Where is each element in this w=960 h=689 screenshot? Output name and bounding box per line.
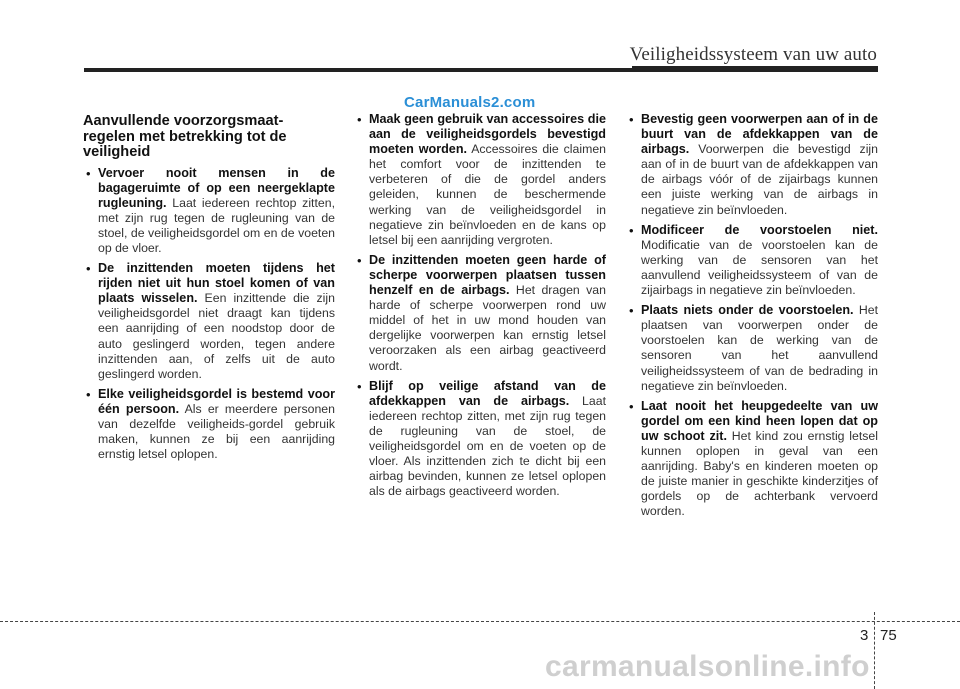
- page-number: 75: [880, 627, 897, 644]
- list-item: [83, 261, 335, 382]
- header-rule: [84, 68, 878, 72]
- item-body: Als er meerdere personen van dezelfde veiligheids-gordel gebruik maken, kunnen ze bij een aanrijding ernstig letsel oplopen.: [98, 401, 335, 462]
- item-lead: Plaats niets onder de voorstoelen.: [641, 303, 854, 318]
- chapter-number: 3: [860, 627, 869, 644]
- item-body: Accessoires die claimen het comfort voor de inzittenden te verbeteren of die de gordel anders geleiden, kunnen de beschermende werking van de veiligheidsgordel in negatieve zin beïnvloeden en de kans op letsel bij een aanrijding vergroten.: [369, 142, 606, 247]
- item-lead: Maak geen gebruik van accessoires die aan de veiligheidsgordels bevestigd moeten worden.: [369, 112, 606, 157]
- column-1: [83, 114, 335, 467]
- watermark-top: CarManuals2.com: [404, 94, 536, 111]
- list-item: [626, 399, 878, 520]
- section-heading: Aanvullende voorzorgsmaat-regelen met betrekking tot de veiligheid: [83, 113, 287, 160]
- item-body: Laat iedereen rechtop zitten, met zijn rug tegen de rugleuning van de stoel, de veiligheidsgordel om en de voeten op de vloer.: [98, 195, 335, 255]
- item-lead: Bevestig geen voorwerpen aan of in de buurt van de afdekkappen van de airbags.: [641, 112, 878, 157]
- bullet-list: [626, 112, 878, 519]
- watermark-bottom: carmanualsonline.info: [545, 650, 870, 683]
- list-item: [354, 112, 606, 248]
- page-number-separator: [874, 612, 875, 689]
- item-body: Modificatie van de voorstoelen kan de werking van de sensoren van het aanvullend veiligheidssysteem of van de zijairbags in negatieve zin beïnvloeden.: [641, 237, 878, 298]
- item-lead: De inzittenden moeten geen harde of scherpe voorwerpen plaatsen tussen henzelf en de airbags.: [369, 252, 606, 298]
- bullet-list: [83, 166, 335, 463]
- column-2: [354, 112, 606, 504]
- list-item: [354, 379, 606, 500]
- item-body: Laat iedereen rechtop zitten, met zijn rug tegen de rugleuning van de stoel, de veiligheidsgordel om en de voeten op de vloer. Als inzittenden zich te dicht bij een airbag bevinden, kunnen ze letsel oplopen als de airbags geactiveerd worden.: [369, 393, 606, 499]
- item-lead: Vervoer nooit mensen in de bagageruimte of op een neergeklapte rugleuning.: [98, 165, 335, 210]
- running-header-title: Veiligheidssysteem van uw auto: [629, 44, 877, 65]
- list-item: [626, 223, 878, 298]
- item-body: Voorwerpen die bevestigd zijn aan of in de buurt van de afdekkappen van de airbags vóór of de zijairbags kunnen een juiste werking van de airbags in negatieve zin beïnvloeden.: [641, 142, 878, 217]
- list-item: [626, 303, 878, 394]
- list-item: [626, 112, 878, 218]
- item-body: Het dragen van harde of scherpe voorwerpen rond uw middel of het in uw mond houden van dergelijke voorwerpen kan ernstig letsel veroorzaken als een airbag geactiveerd wordt.: [369, 283, 606, 373]
- item-lead: Laat nooit het heupgedeelte van uw gordel om een kind heen lopen dat op uw schoot zit.: [641, 398, 878, 443]
- item-body: Het plaatsen van voorwerpen onder de voorstoelen kan de werking van de sensoren van het aanvullend veiligheidssysteem of van de bedrading in negatieve zin beïnvloeden.: [641, 303, 878, 393]
- item-lead: Blijf op veilige afstand van de afdekkappen van de airbags.: [369, 378, 606, 408]
- bullet-list: [354, 112, 606, 499]
- item-body: Een inzittende die zijn veiligheidsgordel niet draagt kan tijdens een aanrijding of een noodstop door de auto geslingerd worden, tegen andere inzittenden aan, of zelfs uit de auto geslingerd worden.: [98, 291, 335, 381]
- item-lead: Modificeer de voorstoelen niet.: [641, 222, 878, 237]
- footer-rule: [0, 621, 960, 622]
- list-item: [83, 166, 335, 257]
- item-body: Het kind zou ernstig letsel kunnen oplopen in geval van een aanrijding. Baby's en kinderen moeten op de juiste manier in geschikte kinderzitjes of gordels op de achterbank vervoerd worden.: [641, 428, 878, 519]
- list-item: [83, 387, 335, 462]
- item-lead: De inzittenden moeten tijdens het rijden niet uit hun stoel komen of van plaats wisselen.: [98, 261, 335, 306]
- column-3: [626, 112, 878, 524]
- item-lead: Elke veiligheidsgordel is bestemd voor één persoon.: [98, 386, 335, 416]
- list-item: [354, 253, 606, 374]
